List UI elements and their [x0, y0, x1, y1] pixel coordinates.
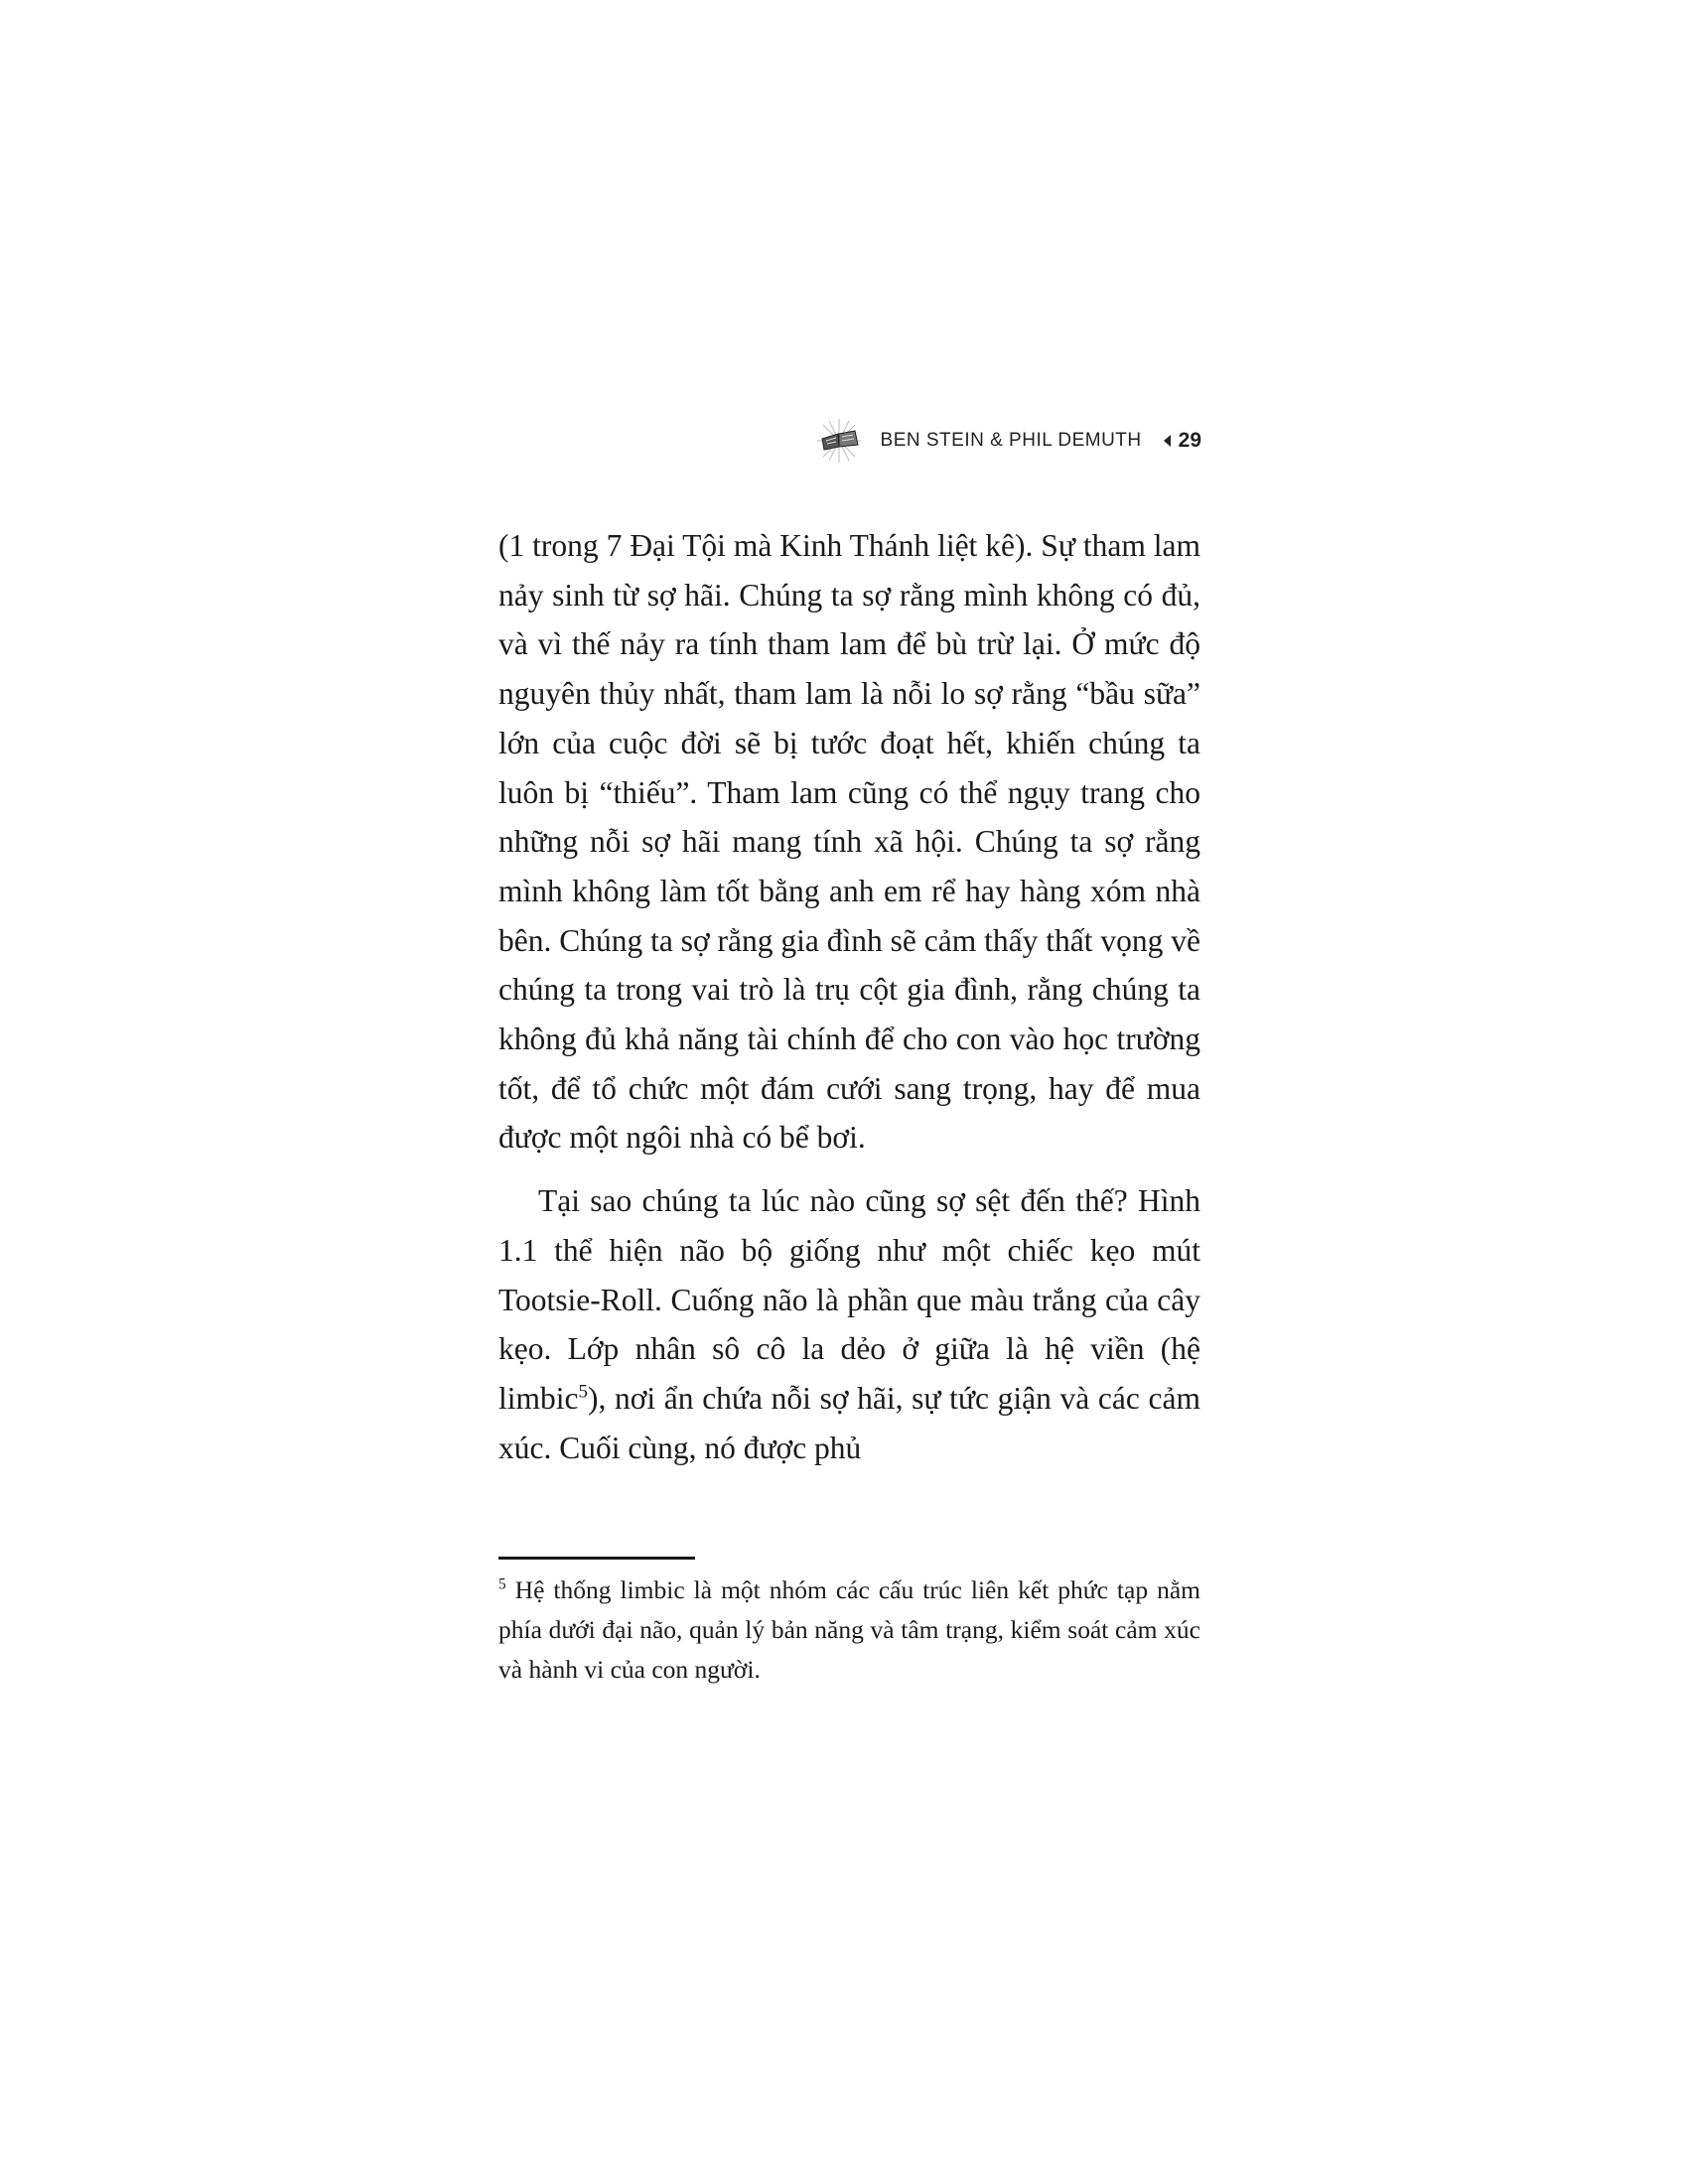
page-number: 29 — [1178, 429, 1201, 452]
paragraph-text: Tại sao chúng ta lúc nào cũng sợ sệt đến thế? Hình 1.1 thể hiện não bộ giống như một chiếc kẹo mút Tootsie-Roll. Cuống não là phần que màu trắng của cây kẹo. Lớp nhân sô cô la dẻo ở giữa là hệ viền (hệ limbic — [498, 1183, 1200, 1416]
footnote-divider — [498, 1557, 695, 1560]
footnote-text: Hệ thống limbic là một nhóm các cấu trúc liên kết phức tạp nằm phía dưới đại não, quản lý bản năng và tâm trạng, kiểm soát cảm xúc và hành vi của con người. — [498, 1575, 1200, 1684]
header-arrow-icon — [1164, 435, 1171, 447]
paragraph-text: ), nơi ẩn chứa nỗi sợ hãi, sự tức giận và các cảm xúc. Cuối cùng, nó được phủ — [498, 1380, 1200, 1465]
paragraph: (1 trong 7 Đại Tội mà Kinh Thánh liệt kê). Sự tham lam nảy sinh từ sợ hãi. Chúng ta sợ rằng mình không có đủ, và vì thế nảy ra tính tham lam để bù trừ lại. Ở mức độ nguyên thủy nhất, tham lam là nỗi lo sợ rằng “bầu sữa” lớn của cuộc đời sẽ bị tước đoạt hết, khiến chúng ta luôn bị “thiếu”. Tham lam cũng có thể ngụy trang cho những nỗi sợ hãi mang tính xã hội. Chúng ta sợ rằng mình không làm tốt bằng anh em rể hay hàng xóm nhà bên. Chúng ta sợ rằng gia đình sẽ cảm thấy thất vọng về chúng ta trong vai trò là trụ cột gia đình, rằng chúng ta không đủ khả năng tài chính để cho con vào học trường tốt, để tổ chức một đám cưới sang trọng, hay để mua được một ngôi nhà có bể bơi. — [498, 528, 1200, 1156]
running-header-authors: BEN STEIN & PHIL DEMUTH — [880, 430, 1142, 451]
open-book-icon — [814, 417, 864, 465]
running-header — [814, 417, 1201, 465]
footnote-reference: 5 — [578, 1381, 588, 1403]
footnote — [498, 1570, 1200, 1690]
body-text — [498, 521, 1200, 1472]
paragraph — [498, 1176, 1200, 1472]
footnote-number: 5 — [498, 1575, 506, 1593]
